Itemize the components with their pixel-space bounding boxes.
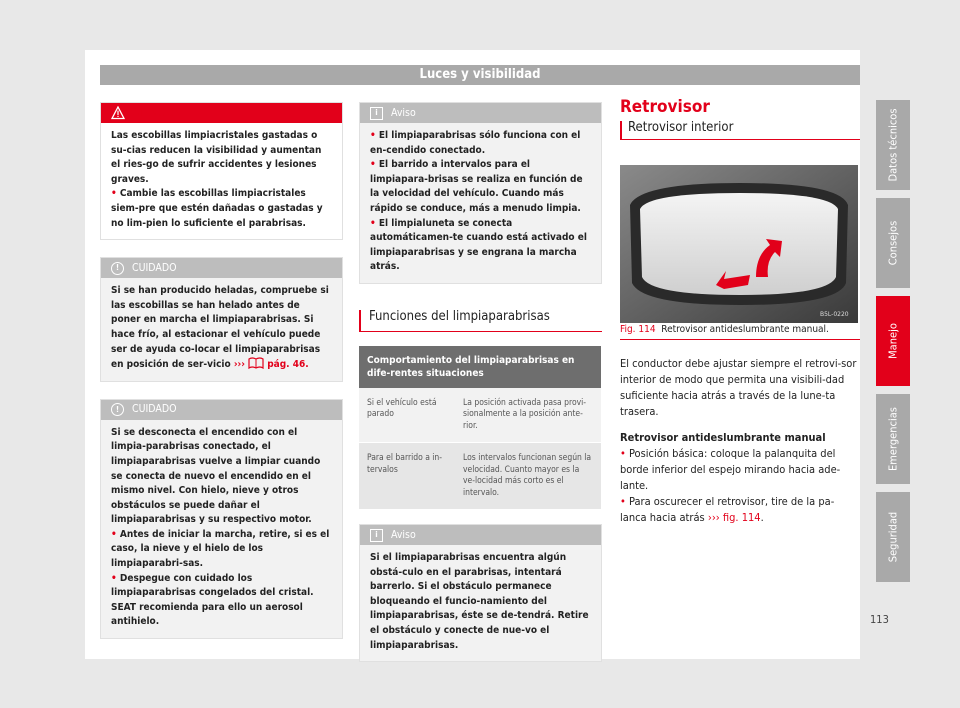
caution-header-2 (101, 400, 342, 420)
tab-datos-tecnicos[interactable]: Datos técnicos (876, 100, 910, 190)
note-box-2 (359, 524, 602, 662)
ref-arrow-icon: ››› (707, 511, 720, 524)
caution-header-1 (101, 258, 342, 278)
caution-box-1 (100, 257, 343, 382)
caution-ref-1[interactable]: pág. 46. (267, 359, 309, 371)
warning-body (101, 123, 342, 239)
caution-title-1: CUIDADO (132, 261, 177, 274)
tab-emergencias[interactable]: Emergencias (876, 394, 910, 484)
mirror-paragraph: El conductor debe ajustar siempre el retrovi-sor interior de modo que permita una visibili-dad suficiente hacia atrás a través de la lune-ta trasera. (620, 357, 857, 418)
info-square-icon: i (370, 529, 383, 542)
section-heading: Funciones del limpiaparabrisas (369, 308, 550, 324)
caution-box-2 (100, 399, 343, 639)
tab-manejo[interactable]: Manejo (876, 296, 910, 386)
note-body-1: • El limpiaparabrisas sólo funciona con el en-cendido conectado. • El barrido a intervalos para el limpiapara-brisas se realiza en función de la velocidad del vehículo. Cuando más rápido se conduce, más a menudo limpia. • El limpialuneta se conecta automáticamen-te cuando está activado el limpiaparabrisas y se engrana la marcha atrás. (360, 123, 601, 283)
note-header-2 (360, 525, 601, 545)
left-column (100, 102, 343, 639)
bullet-icon: • (370, 130, 379, 141)
caution-circle-icon: ! (111, 403, 124, 416)
book-ref-icon (248, 357, 264, 369)
table-row: Si el vehículo está parado La posición activada pasa provi-sionalmente a la posición ante-rior. (359, 388, 601, 444)
bullet-icon: • (620, 447, 629, 460)
figure-caption: Fig. 114 Retrovisor antideslumbrante manual. (620, 324, 829, 335)
section-heading-wrap (359, 310, 602, 332)
caution-text-2: Si se desconecta el encendido con el limpia-parabrisas conectado, el limpiaparabrisas vuelve a limpiar cuando se conecta de nuevo el encendido en el mismo nivel. Con hielo, nieve y otros obstáculos se puede dañar el limpiaparabrisas y su respectivo motor. (111, 426, 321, 526)
caution-circle-icon: ! (111, 262, 124, 275)
rearview-mirror-illustration (620, 165, 858, 323)
warning-box (100, 102, 343, 240)
caption-number: Fig. 114 (620, 324, 656, 335)
warning-header (101, 103, 342, 123)
bullet-icon: • (111, 572, 120, 584)
caution-body-2 (101, 420, 342, 638)
warning-bullet: • Cambie las escobillas limpiacristales siem-pre que estén dañadas o gastadas y no lim-pien lo suficiente el parabrisas. (111, 188, 323, 229)
caution-bullet: • Antes de iniciar la marcha, retire, si es el caso, la nieve y el hielo de los limpiaparabri-sas. (111, 528, 330, 570)
figure-ref-link[interactable]: fig. 114 (722, 511, 761, 524)
note-body-2 (360, 545, 601, 661)
mirror-bullet: • Posición básica: coloque la palanquita del borde inferior del espejo mirando hacia ade-lante. (620, 447, 841, 492)
mirror-bullet: • Para oscurecer el retrovisor, tire de la pa-lanca hacia atrás ››› fig. 114. (620, 495, 835, 524)
warning-triangle-icon (111, 106, 125, 120)
middle-column (359, 102, 602, 662)
bullet-icon: • (370, 217, 379, 229)
mirror-subheading: Retrovisor antideslumbrante manual (620, 431, 826, 444)
bullet-icon: • (111, 188, 120, 200)
wiper-table (359, 346, 601, 511)
running-header: Luces y visibilidad (100, 65, 860, 85)
note-box-1 (359, 102, 602, 284)
note-title-2: Aviso (391, 528, 416, 541)
note-text-2: Si el limpiaparabrisas encuentra algún obstá-culo en el parabrisas, intentará barrerlo. Si el obstáculo permanece bloqueando el funcio-namiento del limpiaparabrisas, éste se de-tendrá. Retire el obstáculo y conecte de nue-vo el limpiaparabrisas. (370, 552, 589, 651)
table-row: Para el barrido a in-tervalos Los intervalos funcionan según la velocidad. Cuanto mayor es la ve-locidad más corto es el intervalo. (359, 443, 601, 510)
section-title: Retrovisor (620, 97, 710, 117)
tab-consejos[interactable]: Consejos (876, 198, 910, 288)
mirror-figure (620, 165, 858, 323)
warning-title: ATENCIÓN (133, 106, 182, 119)
caution-title-2: CUIDADO (132, 403, 177, 416)
figure-code: B5L-0220 (820, 311, 849, 318)
caution-text-1: Si se han producido heladas, compruebe si las escobillas se han helado antes de poner en marcha el limpiaparabrisas. Si hace frío, al estacionar el vehículo puede ser de ayuda co-locar el limpiaparabrisas en posición de ser-vicio (111, 285, 329, 371)
caution-body-1 (101, 278, 342, 381)
bullet-icon: • (370, 159, 379, 171)
section-subtitle: Retrovisor interior (628, 119, 734, 135)
warning-text: Las escobillas limpiacristales gastadas o su-cias reducen la visibilidad y aumentan el ries-go de sufrir accidentes y lesiones graves. (111, 130, 322, 185)
tab-seguridad[interactable]: Seguridad (876, 492, 910, 582)
caution-bullet: • Despegue con cuidado los limpiaparabrisas congelados del cristal. SEAT recomienda para ello un aerosol antihielo. (111, 572, 314, 628)
subtitle-wrap (620, 121, 860, 141)
right-column (620, 97, 860, 140)
table-header: Comportamiento del limpiaparabrisas en dife-rentes situaciones (359, 346, 601, 388)
page-number: 113 (870, 613, 889, 626)
note-title-1: Aviso (391, 106, 416, 119)
note-header-1 (360, 103, 601, 123)
caption-rule (620, 339, 860, 340)
info-square-icon: i (370, 107, 383, 120)
bullet-icon: • (111, 528, 120, 540)
ref-arrow-icon: ››› (233, 359, 245, 371)
right-column-body (620, 323, 860, 526)
bullet-icon: • (620, 495, 629, 508)
